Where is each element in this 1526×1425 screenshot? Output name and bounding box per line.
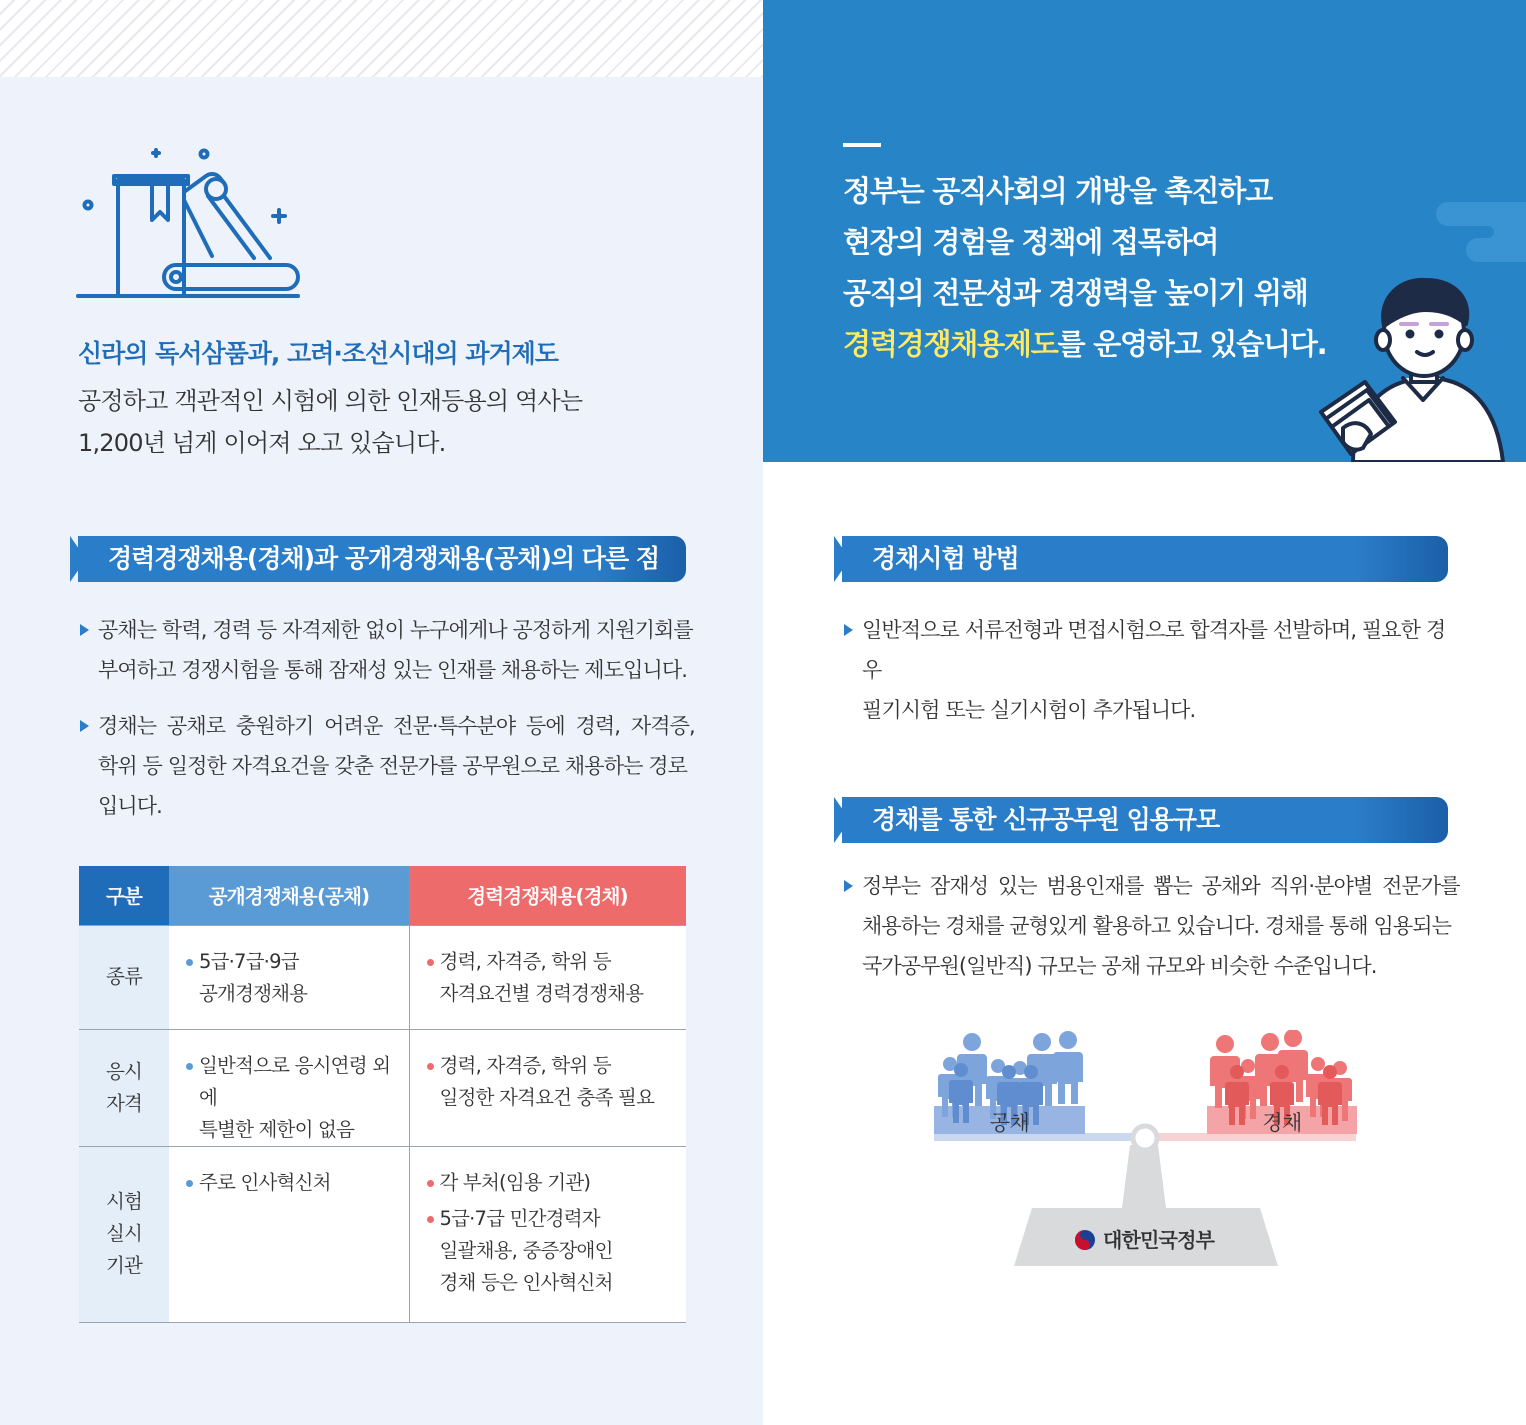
intro-title: 신라의 독서삼품과, 고려·조선시대의 과거제도 — [78, 339, 558, 368]
career-item — [426, 1167, 677, 1199]
table-row — [79, 1029, 686, 1146]
headline-line: 공직의 전문성과 경쟁력을 높이기 위해 — [843, 276, 1308, 310]
bullet-line: 일반적으로 서류전형과 면접시험으로 합격자를 선발하며, 필요한 경우 — [862, 618, 1446, 682]
cell-line: 주로 인사혁신처 — [199, 1170, 331, 1194]
man-with-book-illustration-icon — [1313, 270, 1526, 462]
career-item — [426, 1050, 677, 1114]
row-label-line: 기관 — [105, 1254, 143, 1277]
bullet-line: 경채는 공채로 충원하기 어려운 전문·특수분야 등에 경력, 자격증, — [98, 714, 695, 738]
table-header-row — [79, 866, 686, 925]
cell-line: 경력, 자격증, 학위 등 — [439, 1053, 611, 1077]
career-item — [426, 946, 677, 1010]
comparison-table — [79, 866, 686, 1323]
open-recruit-label: 공채 — [989, 1111, 1030, 1135]
scale-bullet — [844, 866, 1464, 986]
row-label — [79, 1029, 169, 1146]
open-item — [185, 1167, 399, 1199]
difference-bullet-open — [80, 610, 700, 690]
intro-line: 1,200년 넘게 이어져 오고 있습니다. — [78, 429, 446, 457]
cell-line: 일정한 자격요건 충족 필요 — [439, 1085, 655, 1109]
bullet-line: 필기시험 또는 실기시험이 추가됩니다. — [862, 698, 1196, 722]
difference-heading-text: 경력경쟁채용(경채)과 공개경쟁채용(공채)의 다른 점 — [108, 544, 659, 573]
row-label-line: 응시 — [105, 1059, 143, 1083]
career-cell — [409, 925, 686, 1029]
open-cell — [169, 925, 409, 1029]
open-cell — [169, 1029, 409, 1146]
row-label-line: 실시 — [105, 1222, 143, 1245]
cell-line: 일반적으로 응시연령 외에 — [199, 1053, 391, 1109]
difference-heading — [78, 536, 686, 582]
career-recruit-label: 경채 — [1262, 1111, 1302, 1135]
open-item — [185, 946, 399, 1010]
headline-line: 현장의 경험을 정책에 접목하여 — [843, 225, 1219, 259]
decorative-stripes — [0, 0, 763, 77]
bullet-line: 정부는 잠재성 있는 범용인재를 뽑는 공채와 직위·분야별 전문가를 — [862, 874, 1460, 898]
headline-panel — [763, 0, 1526, 462]
cell-line: 5급·7급 민간경력자 — [439, 1206, 600, 1230]
open-cell — [169, 1146, 409, 1322]
career-cell — [409, 1146, 686, 1322]
cell-line: 일괄채용, 중증장애인 — [439, 1238, 613, 1262]
bullet-line: 부여하고 경쟁시험을 통해 잠재성 있는 인재를 채용하는 제도입니다. — [98, 658, 688, 682]
table-header-open: 공개경쟁채용(공채) — [169, 866, 409, 925]
government-logo — [1075, 1224, 1235, 1250]
cell-line: 경채 등은 인사혁신처 — [439, 1270, 613, 1294]
method-heading-text: 경채시험 방법 — [872, 544, 1019, 573]
cloud-decoration-icon — [1428, 202, 1526, 262]
bullet-line: 학위 등 일정한 자격요건을 갖춘 전문가를 공무원으로 채용하는 경로 — [98, 754, 688, 778]
open-item — [185, 1050, 399, 1146]
cell-line: 각 부처(임용 기관) — [439, 1170, 591, 1194]
scale-heading — [842, 797, 1448, 843]
bullet-line: 국가공무원(일반직) 규모는 공채 규모와 비슷한 수준입니다. — [862, 954, 1377, 978]
bullet-line: 입니다. — [98, 794, 162, 818]
table-header-category: 구분 — [79, 866, 169, 925]
row-label-line: 시험 — [105, 1190, 143, 1213]
method-heading — [842, 536, 1448, 582]
table-header-career: 경력경쟁채용(경채) — [409, 866, 686, 925]
cell-line: 5급·7급·9급 — [199, 949, 299, 973]
history-book-icon — [76, 140, 302, 300]
headline-highlight: 경력경쟁채용제도 — [843, 327, 1058, 361]
row-label-line: 자격 — [105, 1091, 143, 1115]
row-label-line: 종류 — [105, 965, 143, 988]
intro-line: 공정하고 객관적인 시험에 의한 인재등용의 역사는 — [78, 387, 583, 415]
cell-line: 특별한 제한이 없음 — [199, 1117, 355, 1141]
headline-rest: 를 운영하고 있습니다. — [1057, 327, 1327, 361]
intro-text — [78, 380, 698, 464]
government-logo-text: 대한민국정부 — [1103, 1228, 1215, 1252]
scale-heading-text: 경채를 통한 신규공무원 임용규모 — [872, 805, 1220, 834]
taegeuk-emblem-icon — [1075, 1230, 1095, 1250]
row-label — [79, 1146, 169, 1322]
row-label — [79, 925, 169, 1029]
difference-bullet-career — [80, 706, 700, 826]
headline-line: 정부는 공직사회의 개방을 촉진하고 — [843, 174, 1272, 208]
bullet-line: 공채는 학력, 경력 등 자격제한 없이 누구에게나 공정하게 지원기회를 — [98, 618, 693, 642]
table-row — [79, 925, 686, 1029]
bullet-line: 채용하는 경채를 균형있게 활용하고 있습니다. 경채를 통해 임용되는 — [862, 914, 1452, 938]
career-item — [426, 1203, 677, 1299]
method-bullet — [844, 610, 1464, 730]
cell-line: 자격요건별 경력경쟁채용 — [439, 981, 644, 1005]
career-cell — [409, 1029, 686, 1146]
table-row — [79, 1146, 686, 1322]
cell-line: 경력, 자격증, 학위 등 — [439, 949, 611, 973]
cell-line: 공개경쟁채용 — [199, 981, 308, 1005]
headline-dash — [843, 143, 881, 147]
